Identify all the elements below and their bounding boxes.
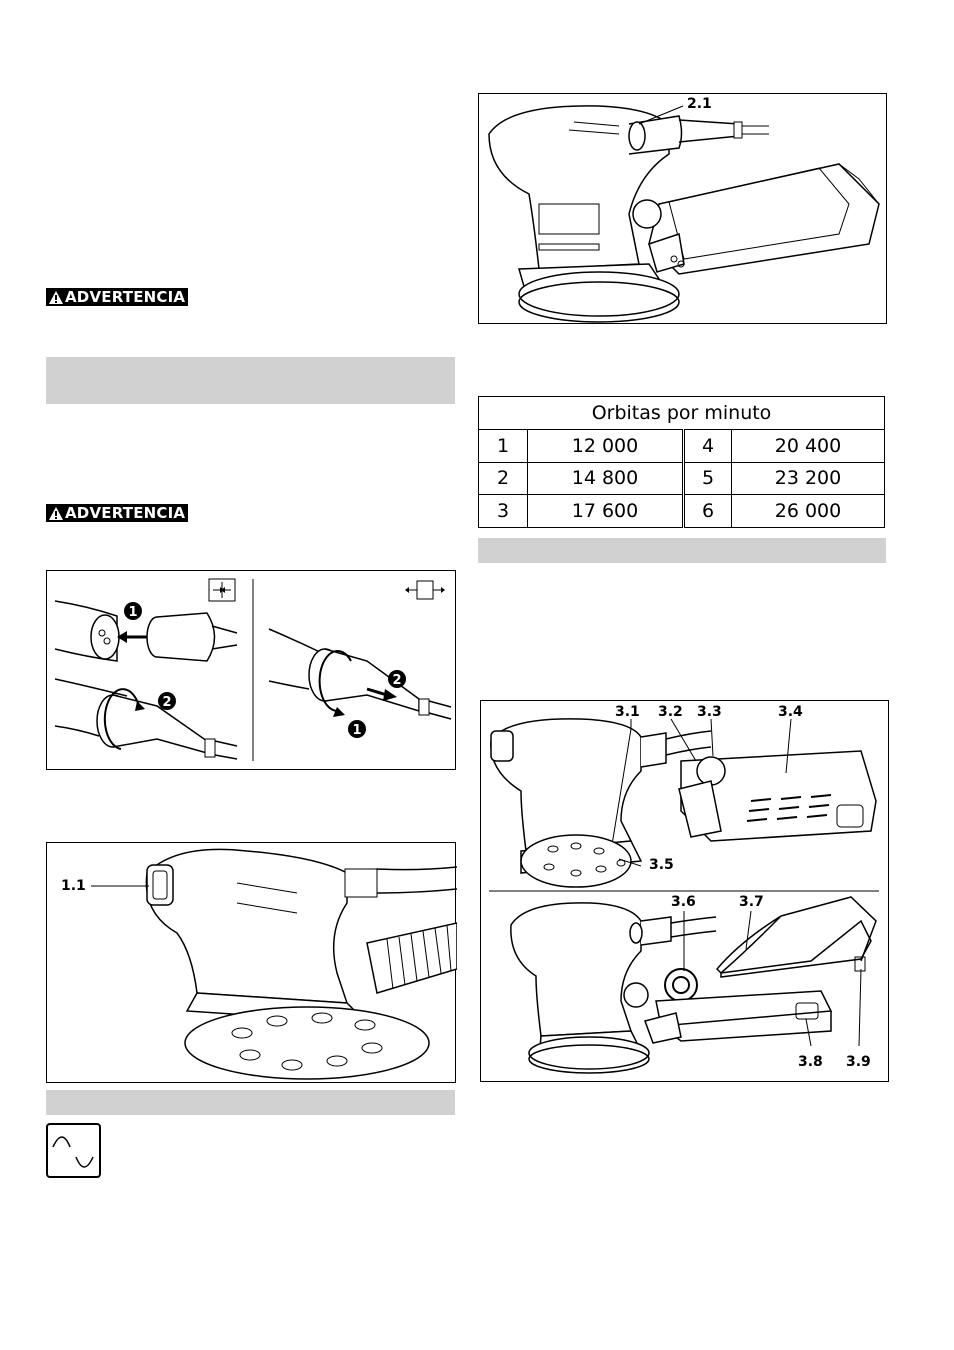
table-cell: 14 800 (528, 462, 684, 495)
callout-3-3: 3.3 (697, 704, 722, 720)
svg-text:1: 1 (352, 723, 362, 738)
disconnect-symbol-icon (405, 581, 445, 599)
table-row (479, 495, 885, 528)
callout-3-4: 3.4 (778, 704, 803, 720)
figure-3-dust-bag (480, 700, 889, 1082)
callout-3-6: 3.6 (671, 894, 696, 910)
warning-label-1 (46, 288, 188, 306)
orbit-table-title: Orbitas por minuto (479, 397, 885, 430)
dust-bag-drawing (481, 701, 890, 1083)
callout-1-1: 1.1 (61, 878, 86, 894)
callout-3-8: 3.8 (798, 1054, 823, 1070)
table-cell: 12 000 (528, 429, 684, 462)
table-cell: 26 000 (732, 495, 885, 528)
table-cell: 6 (684, 495, 732, 528)
callout-3-1: 3.1 (615, 704, 640, 720)
callout-3-2: 3.2 (658, 704, 683, 720)
table-cell: 17 600 (528, 495, 684, 528)
callout-3-5: 3.5 (649, 857, 674, 873)
warning-triangle-icon (48, 290, 64, 305)
table-cell: 23 200 (732, 462, 885, 495)
svg-text:2: 2 (392, 673, 402, 688)
section-heading-bar (46, 357, 455, 404)
callout-2-1: 2.1 (687, 96, 712, 112)
section-heading-bar (478, 538, 886, 563)
section-heading-bar (46, 1090, 455, 1115)
table-cell: 4 (684, 429, 732, 462)
table-cell: 5 (684, 462, 732, 495)
callout-3-7: 3.7 (739, 894, 764, 910)
warning-text: ADVERTENCIA (65, 288, 186, 306)
table-cell: 2 (479, 462, 528, 495)
figure-1-sander (46, 842, 456, 1083)
cable-connection-drawing (47, 571, 457, 771)
figure-cable-connection (46, 570, 456, 770)
table-row (479, 429, 885, 462)
callout-3-9: 3.9 (846, 1054, 871, 1070)
table-cell: 3 (479, 495, 528, 528)
warning-triangle-icon (48, 506, 64, 521)
connect-symbol-icon (209, 579, 235, 601)
sander-drawing-2 (479, 94, 888, 325)
table-cell: 20 400 (732, 429, 885, 462)
figure-2-sander-speed-dial (478, 93, 887, 324)
warning-label-2 (46, 504, 188, 522)
table-row (479, 462, 885, 495)
svg-text:2: 2 (162, 695, 172, 710)
warning-text: ADVERTENCIA (65, 504, 186, 522)
sander-drawing-1 (47, 843, 457, 1084)
svg-text:1: 1 (128, 605, 138, 620)
electronic-speed-icon (46, 1123, 101, 1178)
orbit-speed-table (478, 396, 885, 528)
table-cell: 1 (479, 429, 528, 462)
